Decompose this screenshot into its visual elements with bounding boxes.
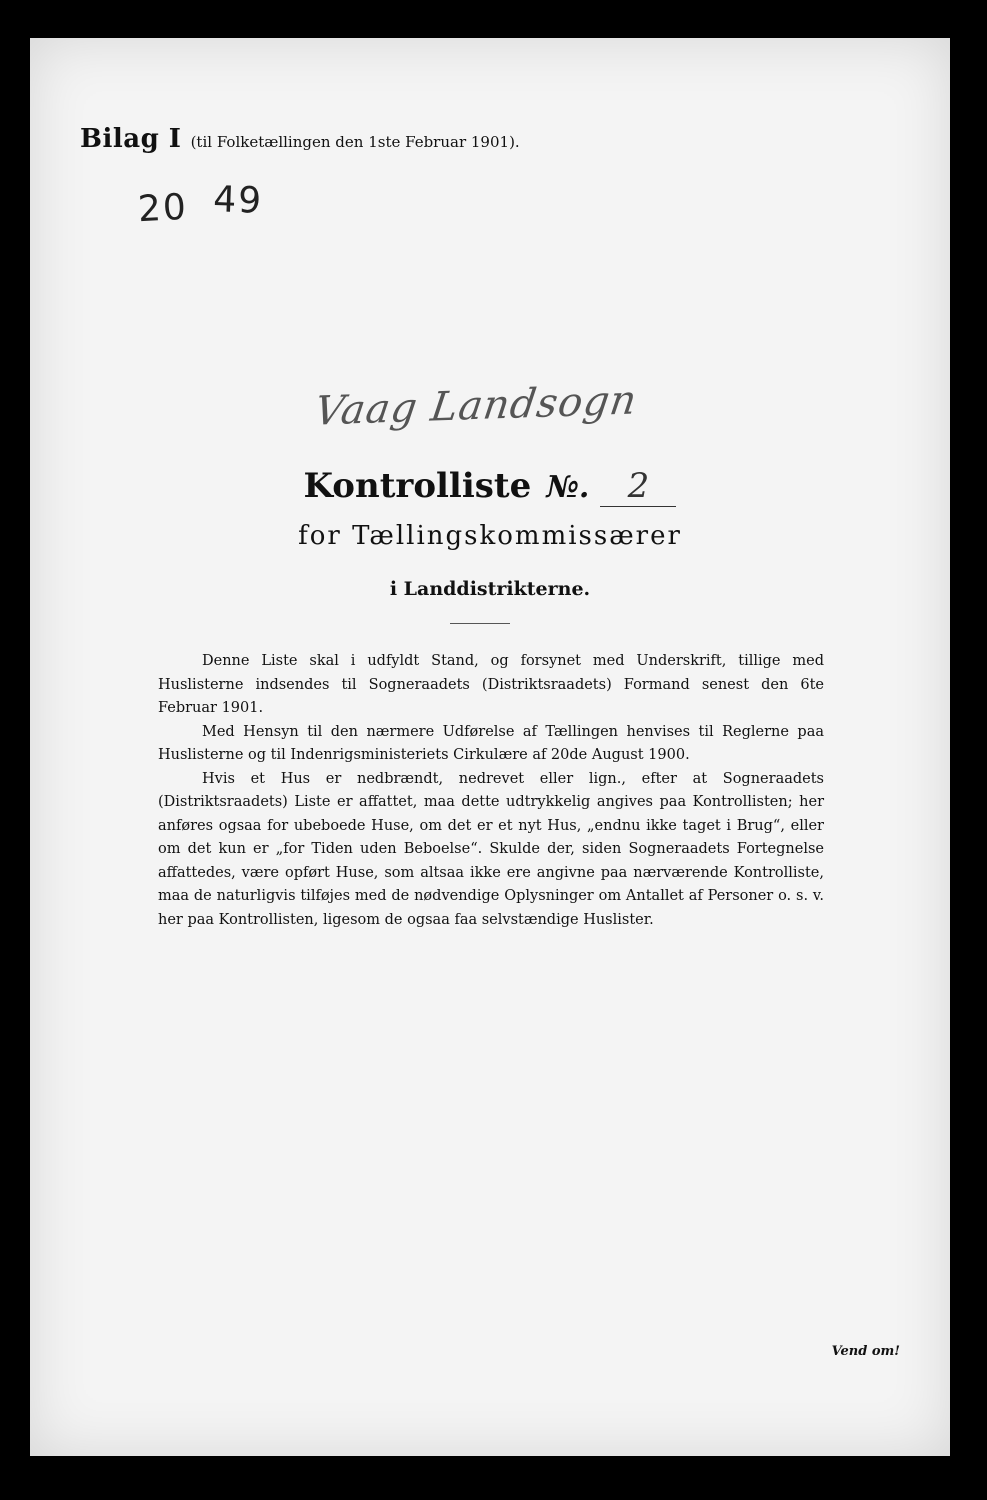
title-text: Kontrolliste [303,466,532,506]
subtitle: for Tællingskommissærer [298,521,682,551]
instruction-paragraph: Hvis et Hus er nedbrændt, nedrevet eller lign., efter at Sogneraadets (Distriktsraadets) Liste er affattet, maa dette udtrykkelig angives paa Kontrollisten; her anføres ogsaa for ubeboede Huse, om det er et nyt Hus, „endnu ikke taget i Brug“, eller om det kun er „for Tiden uden Beboelse“. Skulde der, siden Sogneraadets Fortegnelse affattedes, være opført Huse, som altsaa ikke ere angivne paa nærværende Kontrolliste, maa de naturligvis tilføjes med de nødvendige Oplysninger om Antallet af Personer o. s. v. her paa Kontrollisten, ligesom de ogsaa faa selvstændige Huslister. [158,770,824,928]
handwritten-number-left: 20 [136,186,189,231]
title-number-label: №. [546,470,590,505]
bilag-note: (til Folketællingen den 1ste Februar 1901). [190,133,520,151]
document-page [30,38,950,1456]
instructions-body [158,650,824,932]
page-title [30,466,950,507]
bilag-label: Bilag I [80,124,182,154]
handwritten-district: Vaag Landsogn [311,377,641,435]
turn-over-note: Vend om! [831,1344,900,1359]
header [80,124,520,154]
subtitle-secondary: i Landdistrikterne. [389,578,591,600]
instruction-paragraph: Med Hensyn til den nærmere Udførelse af Tællingen henvises til Reglerne paa Huslisterne og til Indenrigsministeriets Cirkulære af 20de August 1900. [158,723,824,763]
instruction-paragraph: Denne Liste skal i udfyldt Stand, og forsynet med Underskrift, tillige med Huslisterne indsendes til Sogneraadets (Distriktsraadets) Formand senest den 6te Februar 1901. [158,653,824,716]
handwritten-number-right: 49 [212,179,265,222]
handwritten-list-number: 2 [600,466,676,507]
handwritten-numbers [136,179,265,231]
divider [450,623,510,624]
